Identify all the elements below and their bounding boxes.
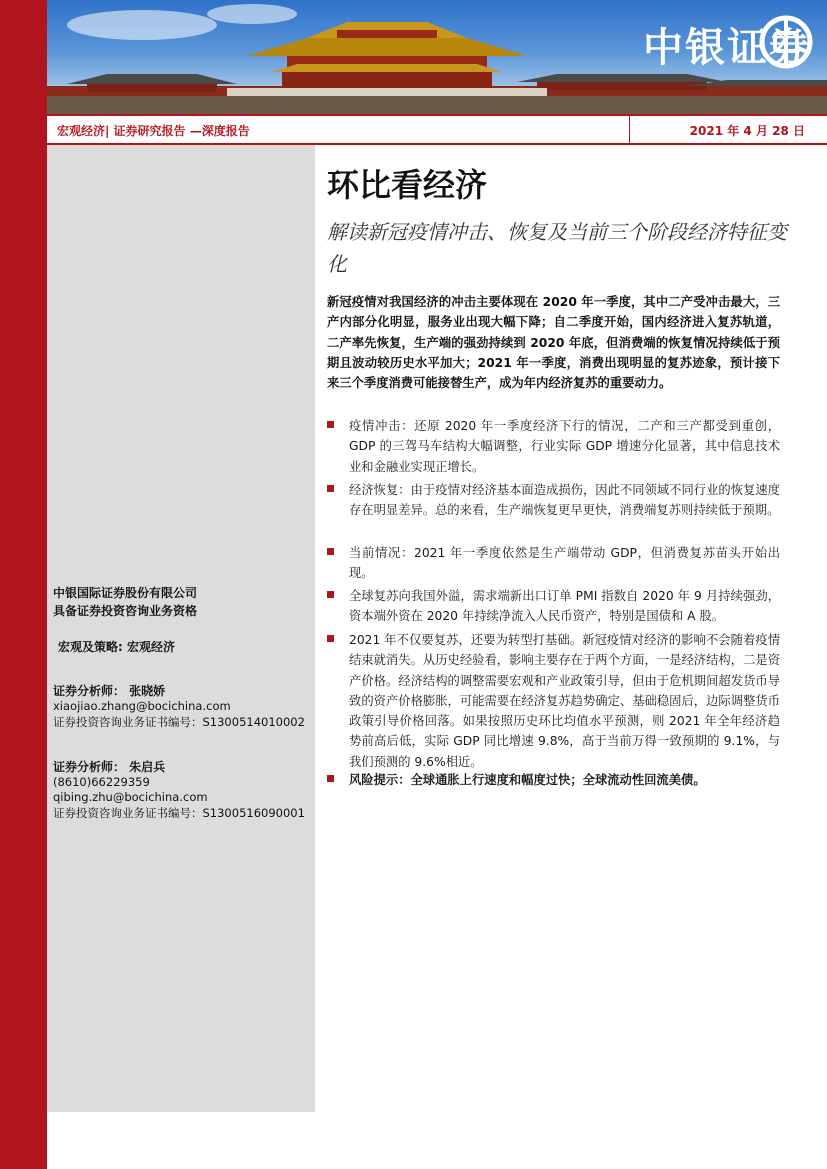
bullet-item — [327, 416, 780, 477]
left-accent-bar — [0, 0, 47, 1169]
bullet-text: 经济恢复：由于疫情对经济基本面造成损伤，因此不同领域不同行业的恢复速度存在明显差异。总的来看，生产端恢复更早更快，消费端复苏则持续低于预期。 — [349, 483, 780, 518]
analyst1-name: 证券分析师： 张晓娇 — [53, 684, 166, 698]
bullet-text: 当前情况：2021 年一季度依然是生产端带动 GDP，但消费复苏苗头开始出现。 — [349, 546, 780, 581]
square-bullet-icon — [327, 421, 334, 428]
report-abstract: 新冠疫情对我国经济的冲击主要体现在 2020 年一季度，其中二产受冲击最大，三产内部分化明显，服务业出现大幅下降；自二季度开始，国内经济进入复苏轨道，二产率先恢复，生产端的强劲持续到 2020 年底，但消费端的恢复情况持续低于预期且波动较历史水平加大；2021 年一季度，消费出现明显的复苏迹象，预计接下来三个季度消费可能接替生产，成为年内经济复苏的重要动力。 — [327, 295, 780, 391]
sidebar-panel — [47, 145, 315, 1112]
square-bullet-icon — [327, 548, 334, 555]
report-subtitle: 解读新冠疫情冲击、恢复及当前三个阶段经济特征变化 — [327, 220, 787, 276]
risk-warning — [327, 770, 780, 790]
report-date: 2021 年 4 月 28 日 — [689, 124, 805, 138]
strategy-label: 宏观及策略: 宏观经济 — [58, 640, 175, 654]
bullet-text: 全球复苏向我国外溢，需求端新出口订单 PMI 指数自 2020 年 9 月持续强劲，资本端外资在 2020 年持续净流入人民币资产，特别是国债和 A 股。 — [349, 589, 780, 624]
report-title: 环比看经济 — [327, 166, 488, 204]
bullet-item — [327, 586, 780, 627]
report-category-bar — [47, 114, 827, 145]
brand-name: 中银证券 — [643, 24, 811, 71]
bullet-text: 疫情冲击：还原 2020 年一季度经济下行的情况，二产和三产都受到重创，GDP 的三驾马车结构大幅调整，行业实际 GDP 增速分化显著，其中信息技术业和金融业实现正增长。 — [349, 419, 780, 474]
square-bullet-icon — [327, 485, 334, 492]
analyst2-license: 证券投资咨询业务证书编号：S1300516090001 — [53, 806, 305, 820]
bullet-text: 2021 年不仅要复苏，还要为转型打基础。新冠疫情对经济的影响不会随着疫情结束就消失。从历史经验看，影响主要存在于两个方面，一是经济结构，二是资产价格。经济结构的调整需要宏观和产业政策引导，但由于危机期间超发货币导致的资产价格膨胀，可能需要在经济复苏趋势确定、基础稳固后，边际调整货币政策引导价格回落。如果按照历史环比均值水平预测，则 2021 年全年经济趋势前高后低，实际 GDP 同比增速 9.8%，高于当前万得一致预期的 9.1%，与我们预测的 9.6%相近。 — [349, 633, 780, 769]
analyst2-name: 证券分析师： 朱启兵 — [53, 760, 166, 774]
analyst2-phone: (8610)66229359 — [53, 775, 150, 789]
bullet-item — [327, 543, 780, 584]
report-category: 宏观经济| 证券研究报告 —深度报告 — [57, 124, 250, 138]
header-banner — [47, 0, 827, 114]
analyst1-email[interactable]: xiaojiao.zhang@bocichina.com — [53, 699, 231, 713]
square-bullet-icon — [327, 635, 334, 642]
analyst1-license: 证券投资咨询业务证书编号：S1300514010002 — [53, 715, 305, 729]
bullet-item — [327, 480, 780, 521]
bullet-item — [327, 630, 780, 772]
square-bullet-icon — [327, 775, 334, 782]
risk-text: 风险提示：全球通胀上行速度和幅度过快；全球流动性回流美债。 — [349, 773, 706, 787]
square-bullet-icon — [327, 591, 334, 598]
analyst2-email[interactable]: qibing.zhu@bocichina.com — [53, 790, 208, 804]
company-name: 中银国际证券股份有限公司 — [53, 586, 198, 600]
header-separator — [629, 116, 630, 143]
qualification: 具备证券投资咨询业务资格 — [53, 604, 198, 618]
